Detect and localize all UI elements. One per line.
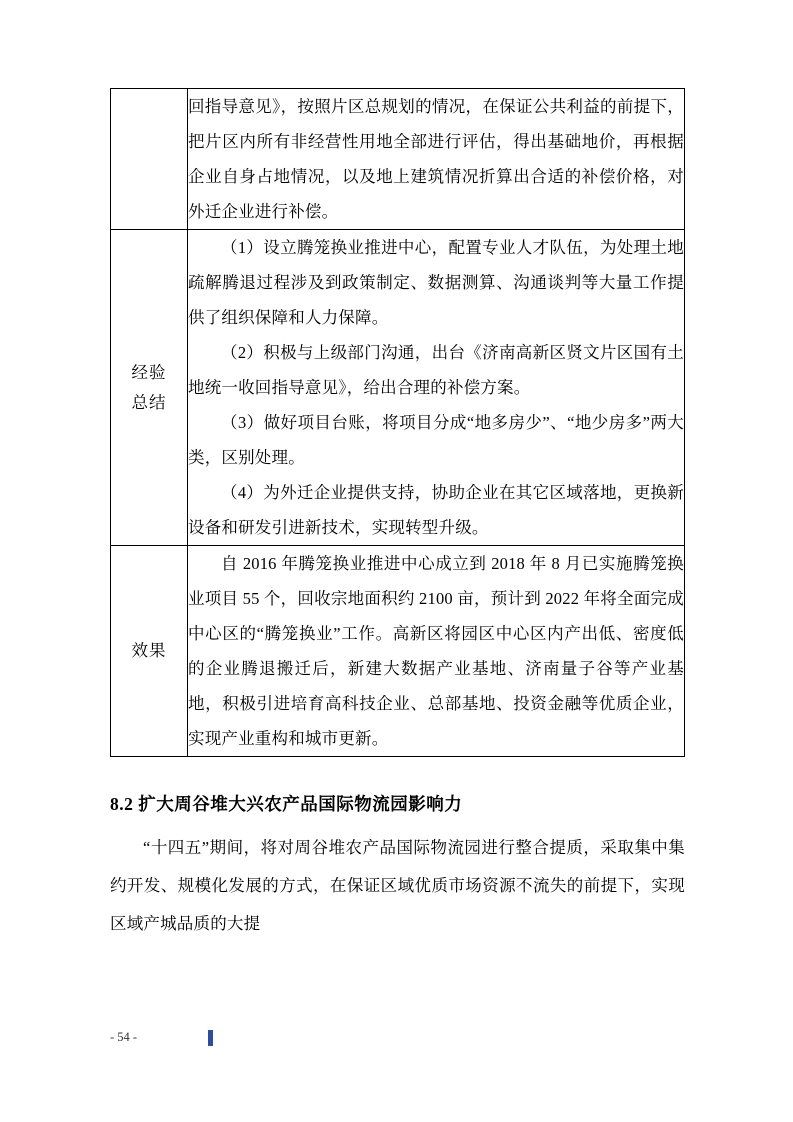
case-study-table <box>110 88 685 757</box>
page-content <box>110 88 685 943</box>
row-body-experience <box>188 230 685 546</box>
row-label-experience <box>111 230 188 546</box>
row-label-line: 总结 <box>131 392 167 412</box>
section-heading: 8.2 扩大周谷堆大兴农产品国际物流园影响力 <box>110 794 463 814</box>
paragraph: 自 2016 年腾笼换业推进中心成立到 2018 年 8 月已实施腾笼换业项目 55 个，回收宗地面积约 2100 亩，预计到 2022 年将全面完成中心区的“腾笼换业”工作。高新区将园区中心区内产出低、密度低的企业腾退搬迁后，新建大数据产业基地、济南量子谷等产业基地，积极引进培育高科技企业、总部基地、投资金融等优质企业，实现产业重构和城市更新。 <box>188 554 684 748</box>
table-row <box>111 546 685 757</box>
footer-accent-bar <box>208 1030 213 1046</box>
row-label-line: 经验 <box>131 362 167 382</box>
paragraph: （4）为外迁企业提供支持，协助企业在其它区域落地，更换新设备和研发引进新技术，实现转型升级。 <box>188 483 684 537</box>
paragraph: （2）积极与上级部门沟通，出台《济南高新区贤文片区国有土地统一收回指导意见》，给出合理的补偿方案。 <box>188 343 684 397</box>
table-row <box>111 89 685 230</box>
page-footer <box>110 1030 685 1050</box>
table-row <box>111 230 685 546</box>
paragraph: 回指导意见》，按照片区总规划的情况，在保证公共利益的前提下，把片区内所有非经营性用地全部进行评估，得出基础地价，再根据企业自身占地情况，以及地上建筑情况折算出合适的补偿价格，对外迁企业进行补偿。 <box>188 97 684 221</box>
section-paragraph: “十四五”期间，将对周谷堆农产品国际物流园进行整合提质，采取集中集约开发、规模化发展的方式，在保证区域优质市场资源不流失的前提下，实现区域产城品质的大提 <box>110 838 685 933</box>
page-number: - 54 - <box>110 1030 138 1044</box>
row-label-effect <box>111 546 188 757</box>
paragraph: （3）做好项目台账，将项目分成“地多房少”、“地少房多”两大类，区别处理。 <box>188 413 684 467</box>
row-label-empty <box>111 89 188 230</box>
row-label-line: 效果 <box>131 641 167 660</box>
paragraph: （1）设立腾笼换业推进中心，配置专业人才队伍，为处理土地疏解腾退过程涉及到政策制定、数据测算、沟通谈判等大量工作提供了组织保障和人力保障。 <box>188 238 684 327</box>
row-body-effect <box>188 546 685 757</box>
row-body-continuation <box>188 89 685 230</box>
